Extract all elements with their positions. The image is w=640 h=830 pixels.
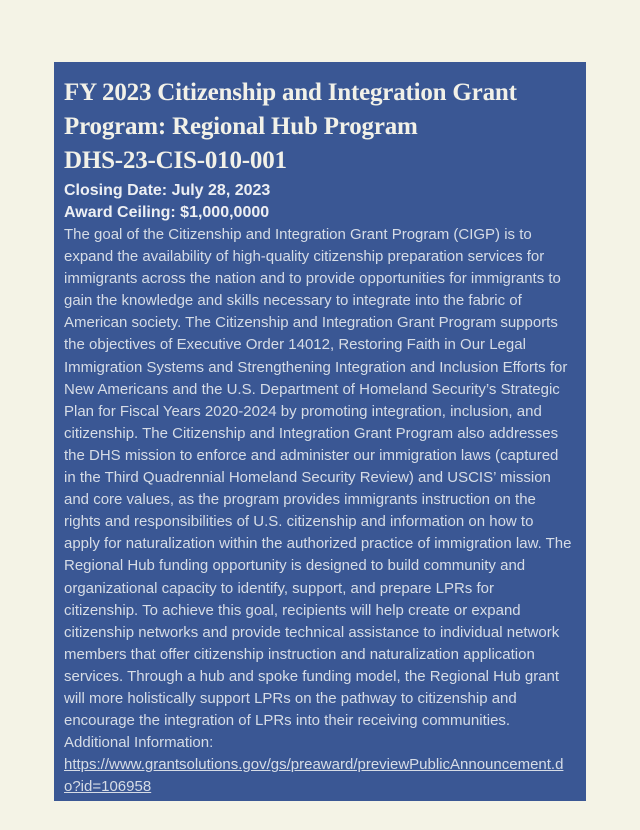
title-line-1: FY 2023 Citizenship and Integration Grant: [64, 79, 517, 106]
program-description: The goal of the Citizenship and Integration Grant Program (CIGP) is to expand the availability of high-quality citizenship preparation services for immigrants across the nation and to provide opportunities for immigrants to gain the knowledge and skills necessary to integrate into the fabric of American society. The Citizenship and Integration Grant Program supports the objectives of Executive Order 14012, Restoring Faith in Our Legal Immigration Systems and Strengthening Integration and Inclusion Efforts for New Americans and the U.S. Department of Homeland Security’s Strategic Plan for Fiscal Years 2020-2024 by promoting integration, inclusion, and citizenship. The Citizenship and Integration Grant Program also addresses the DHS mission to enforce and administer our immigration laws (captured in the Third Quadrennial Homeland Security Review) and USCIS’ mission and core values, as the program provides immigrants instruction on the rights and responsibilities of U.S. citizenship and information on how to apply for naturalization within the authorized practice of immigration law. The Regional Hub funding opportunity is designed to build community and organizational capacity to identify, support, and prepare LPRs for citizenship. To achieve this goal, recipients will help create or expand citizenship networks and provide technical assistance to individual network members that offer citizenship instruction and naturalization application services. Through a hub and spoke funding model, the Regional Hub grant will more holistically support LPRs on the pathway to citizenship and encourage the integration of LPRs into their receiving communities.: [64, 226, 572, 730]
additional-information-label: Additional Information:: [64, 734, 214, 752]
announcement-panel: [54, 62, 586, 801]
award-ceiling-label: Award Ceiling: $1,000,0000: [64, 204, 270, 221]
announcement-link[interactable]: https://www.grantsolutions.gov/gs/preaward/previewPublicAnnouncement.do?id=106958: [64, 756, 564, 796]
page-title: [64, 76, 572, 178]
title-line-2: Program: Regional Hub Program: [64, 113, 418, 140]
closing-date-label: Closing Date: July 28, 2023: [64, 182, 271, 199]
title-line-3-opportunity-number: DHS-23-CIS-010-001: [64, 147, 287, 174]
